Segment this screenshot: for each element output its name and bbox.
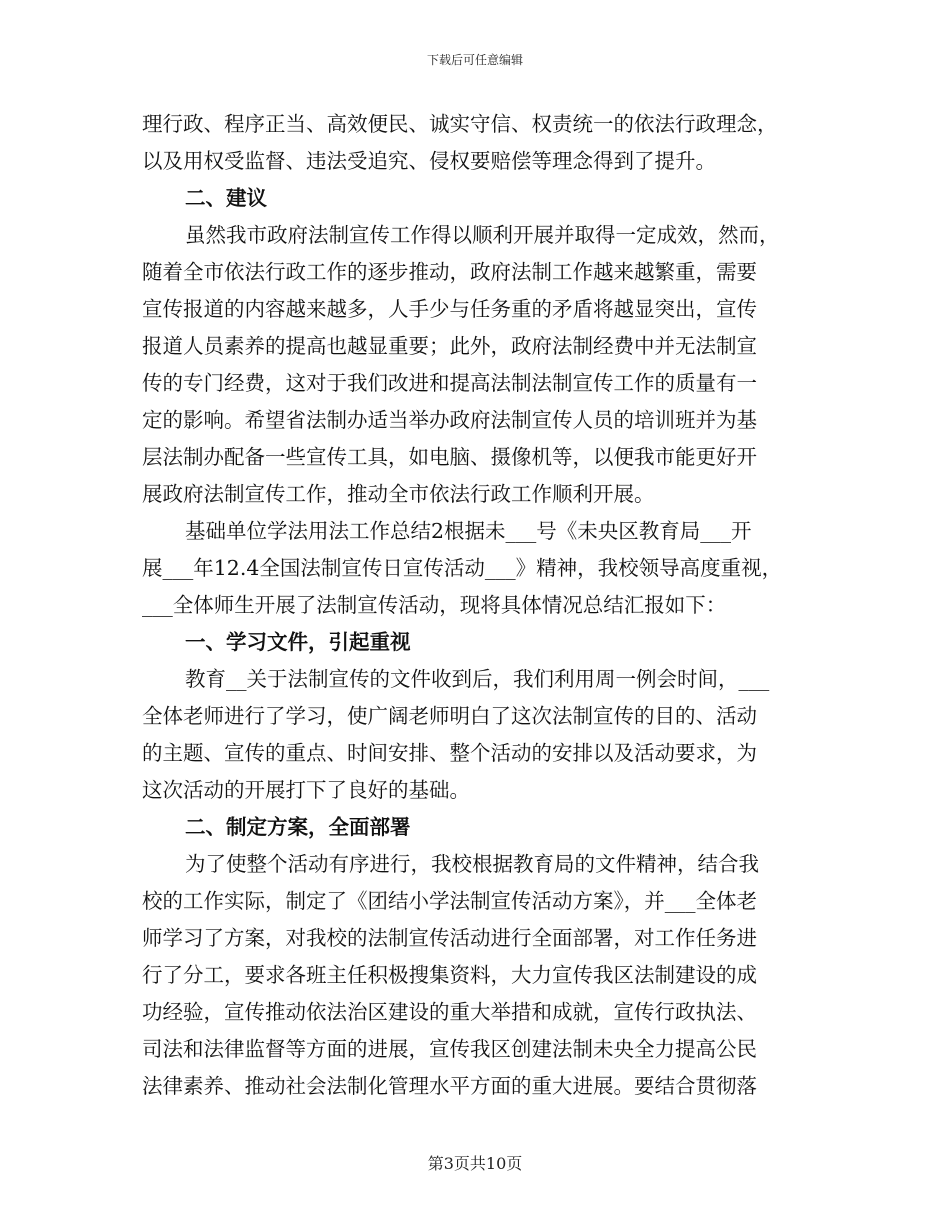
document-body <box>142 106 808 1105</box>
text-line: 教育__关于法制宣传的文件收到后，我们利用周一例会时间，___ <box>185 667 770 691</box>
text-line: 法律素养、推动社会法制化管理水平方面的重大进展。要结合贯彻落 <box>142 1074 757 1098</box>
text-line: 展政府法制宣传工作，推动全市依法行政工作顺利开展。 <box>142 482 655 506</box>
text-line: 司法和法律监督等方面的进展，宣传我区创建法制未央全力提高公民 <box>142 1037 757 1061</box>
text-line: 基础单位学法用法工作总结2根据未___号《未央区教育局___开 <box>185 519 752 543</box>
text-line: 报道人员素养的提高也越显重要；此外，政府法制经费中并无法制宣 <box>142 334 757 358</box>
section-heading: 二、建议 <box>185 186 267 210</box>
text-line: 功经验，宣传推动依法治区建设的重大举措和成就，宣传行政执法、 <box>142 1000 757 1024</box>
text-line: 定的影响。希望省法制办适当举办政府法制宣传人员的培训班并为基 <box>142 408 757 432</box>
text-line: 行了分工，要求各班主任积极搜集资料，大力宣传我区法制建设的成 <box>142 963 757 987</box>
text-line: 传的专门经费，这对于我们改进和提高法制法制宣传工作的质量有一 <box>142 371 757 395</box>
text-line: 为了使整个活动有序进行，我校根据教育局的文件精神，结合我 <box>185 852 759 876</box>
text-line: 这次活动的开展打下了良好的基础。 <box>142 778 470 802</box>
text-line: ___全体师生开展了法制宣传活动，现将具体情况总结汇报如下： <box>142 593 727 617</box>
text-line: 全体老师进行了学习，使广阔老师明白了这次法制宣传的目的、活动 <box>142 704 757 728</box>
text-line: 理行政、程序正当、高效便民、诚实守信、权责统一的依法行政理念， <box>142 112 778 136</box>
text-line: 宣传报道的内容越来越多，人手少与任务重的矛盾将越显突出，宣传 <box>142 297 757 321</box>
section-heading: 一、学习文件，引起重视 <box>185 630 411 654</box>
page-header-note: 下载后可任意编辑 <box>426 53 523 67</box>
text-line: 师学习了方案，对我校的法制宣传活动进行全面部署，对工作任务进 <box>142 926 757 950</box>
text-line: 以及用权受监督、违法受追究、侵权要赔偿等理念得到了提升。 <box>142 149 716 173</box>
text-line: 的主题、宣传的重点、时间安排、整个活动的安排以及活动要求，为 <box>142 741 757 765</box>
page-number: 第3页共10页 <box>427 1154 523 1173</box>
text-line: 校的工作实际，制定了《团结小学法制宣传活动方案》，并___全体老 <box>142 889 757 913</box>
text-line: 层法制办配备一些宣传工具，如电脑、摄像机等，以便我市能更好开 <box>142 445 757 469</box>
section-heading: 二、制定方案，全面部署 <box>185 815 411 839</box>
text-line: 展___年12.4全国法制宣传日宣传活动___》精神，我校领导高度重视， <box>142 556 783 580</box>
text-line: 随着全市依法行政工作的逐步推动，政府法制工作越来越繁重，需要 <box>142 260 757 284</box>
text-line: 虽然我市政府法制宣传工作得以顺利开展并取得一定成效，然而， <box>185 223 780 247</box>
